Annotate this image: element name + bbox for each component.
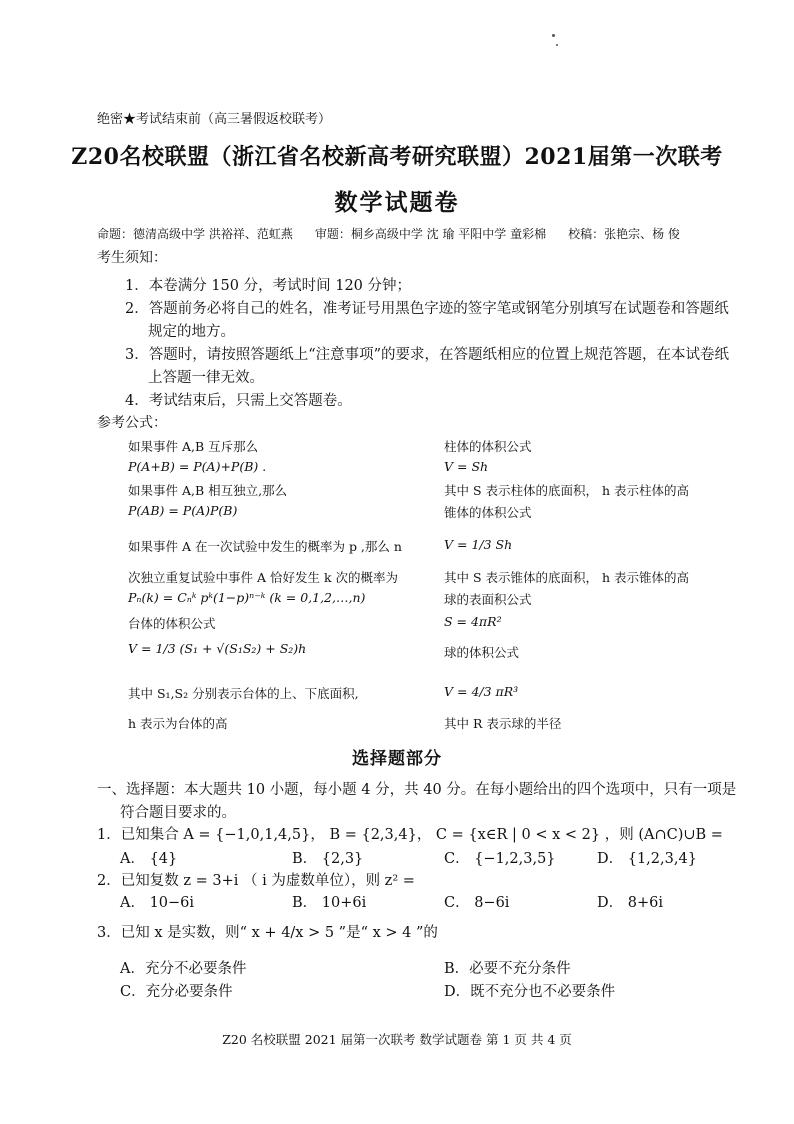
formula-right-line: 其中 S 表示锥体的底面积， h 表示锥体的高 [444, 570, 690, 585]
formula-left-line: 如果事件 A,B 相互独立,那么 [128, 483, 288, 498]
page-footer: Z20 名校联盟 2021 届第一次联考 数学试题卷 第 1 页 共 4 页 [222, 1032, 572, 1047]
question-1-option-d: D． {1,2,3,4} [597, 851, 697, 867]
section-title: 选择题部分 [352, 749, 442, 769]
formula-left-line: P(AB) = P(A)P(B) [128, 503, 238, 518]
notice-label: 考生须知： [97, 250, 167, 266]
question-2-option-c: C． 8−6i [444, 895, 510, 911]
question-3-option-c: C．充分必要条件 [120, 984, 233, 1000]
formula-right-line: S = 4πR² [444, 614, 502, 629]
formula-label: 参考公式： [97, 415, 167, 431]
formula-right-line: 球的体积公式 [444, 645, 520, 660]
formula-right-line: 其中 R 表示球的半径 [444, 716, 562, 731]
section-heading-cont: 符合题目要求的。 [120, 805, 236, 821]
notice-item: 3．答题时，请按照答题纸上“注意事项”的要求，在答题纸相应的位置上规范答题，在本试卷纸 [125, 347, 730, 363]
notice-item-cont: 规定的地方。 [148, 324, 235, 340]
notice-item-cont: 上答题一律无效。 [148, 370, 264, 386]
notice-item: 2．答题前务必将自己的姓名，准考证号用黑色字迹的签字笔或钢笔分别填写在试题卷和答题纸 [125, 301, 729, 317]
formula-left-line: 如果事件 A,B 互斥那么 [128, 439, 259, 454]
formula-left-line: Pₙ(k) = Cₙᵏ pᵏ(1−p)ⁿ⁻ᵏ (k = 0,1,2,…,n) [128, 590, 366, 605]
notice-item: 4．考试结束后，只需上交答题卷。 [125, 393, 352, 409]
formula-right-line: 其中 S 表示柱体的底面积， h 表示柱体的高 [444, 483, 690, 498]
question-1-option-b: B． {2,3} [292, 851, 364, 867]
exam-subtitle: 数学试题卷 [334, 189, 460, 216]
formula-left-line: P(A+B) = P(A)+P(B) . [128, 459, 267, 474]
credits-line [97, 225, 680, 242]
exam-title: Z20名校联盟（浙江省名校新高考研究联盟）2021届第一次联考 [71, 144, 723, 170]
credit-proposition: 命题：德清高级中学 洪裕祥、范虹燕 [97, 227, 293, 241]
formula-left-line: 次独立重复试验中事件 A 恰好发生 k 次的概率为 [128, 570, 398, 585]
formula-right-line: V = Sh [444, 459, 489, 474]
question-1-option-a: A． {4} [120, 851, 178, 867]
formula-right-line: 锥体的体积公式 [444, 505, 532, 520]
question-2-option-d: D． 8+6i [597, 895, 663, 911]
credit-review: 审题：桐乡高级中学 沈 瑜 平阳中学 童彩棉 [314, 227, 547, 241]
formula-left-line: 如果事件 A 在一次试验中发生的概率为 p ,那么 n [128, 539, 402, 554]
question-2-option-b: B． 10+6i [292, 895, 367, 911]
notice-item: 1．本卷满分 150 分，考试时间 120 分钟； [125, 278, 412, 294]
question-2-stem: 2．已知复数 z = 3+i （ i 为虚数单位），则 z² = [97, 873, 415, 889]
question-1-option-c: C． {−1,2,3,5} [444, 851, 556, 867]
scan-speck [552, 34, 555, 37]
formula-right-line: 球的表面积公式 [444, 592, 532, 607]
question-3-stem: 3．已知 x 是实数，则“ x + 4/x > 5 ”是“ x > 4 ”的 [97, 925, 438, 941]
question-2-option-a: A． 10−6i [120, 895, 195, 911]
scan-speck [556, 44, 558, 46]
question-3-option-d: D．既不充分也不必要条件 [444, 984, 616, 1000]
formula-left-line: V = 1/3 (S₁ + √(S₁S₂) + S₂)h [128, 641, 307, 656]
section-heading: 一、选择题：本大题共 10 小题，每小题 4 分，共 40 分。在每小题给出的四个选项中，只有一项是 [97, 782, 737, 798]
formula-left-line: 台体的体积公式 [128, 616, 216, 631]
formula-left-line: h 表示为台体的高 [128, 716, 228, 731]
formula-left-line: 其中 S₁,S₂ 分别表示台体的上、下底面积, [128, 686, 359, 701]
credit-proofread: 校稿：张艳宗、杨 俊 [568, 227, 680, 241]
confidential-label: 绝密★考试结束前（高三暑假返校联考） [97, 112, 332, 127]
question-1-stem: 1．已知集合 A = {−1,0,1,4,5}， B = {2,3,4}， C = {x∈R | 0 < x < 2} ，则 (A∩C)∪B = [97, 827, 723, 843]
question-3-option-b: B．必要不充分条件 [444, 961, 571, 977]
formula-right-line: V = 1/3 Sh [444, 537, 513, 552]
formula-right-line: V = 4/3 πR³ [444, 684, 519, 699]
question-3-option-a: A．充分不必要条件 [120, 961, 247, 977]
formula-right-line: 柱体的体积公式 [444, 439, 532, 454]
